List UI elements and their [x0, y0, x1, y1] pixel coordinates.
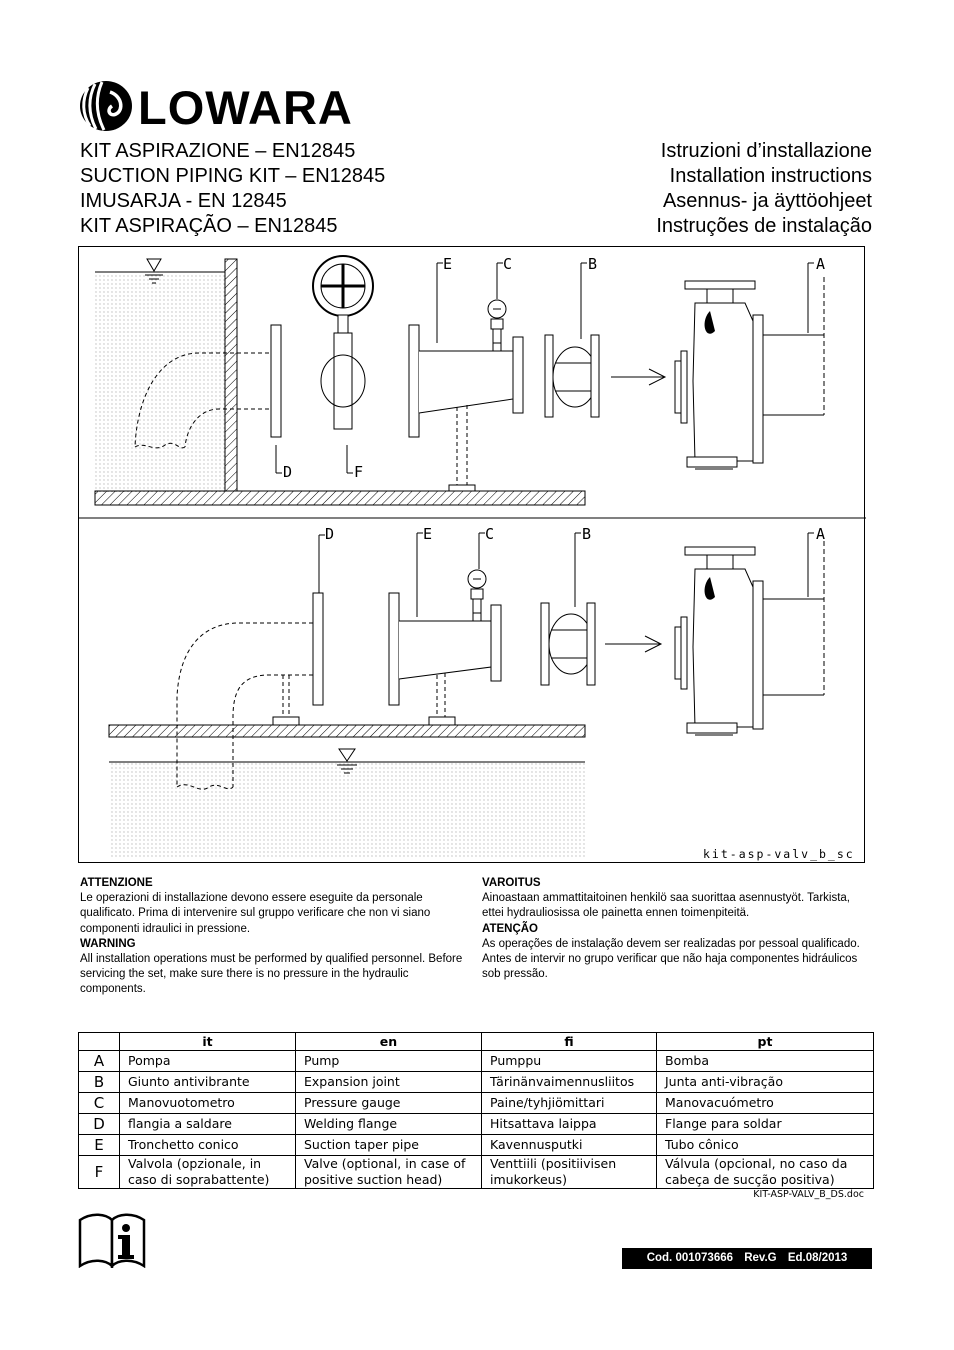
fig-bottom-label-d: D: [325, 525, 335, 543]
title-it: KIT ASPIRAZIONE – EN12845: [80, 140, 356, 162]
legend-en: Suction taper pipe: [296, 1135, 482, 1156]
legend-row: [79, 1093, 874, 1114]
legend-en: Welding flange: [296, 1114, 482, 1135]
legend-en: Pressure gauge: [296, 1093, 482, 1114]
legend-row: [79, 1156, 874, 1189]
legend-pt: Manovacuómetro: [657, 1093, 874, 1114]
title-en: SUCTION PIPING KIT – EN12845: [80, 165, 386, 187]
subtitle-en: Installation instructions: [669, 165, 872, 187]
legend-pt: Válvula (opcional, no caso da cabeça de sucção positiva): [657, 1156, 874, 1189]
legend-header-row: [79, 1033, 874, 1051]
fig-top-label-f: F: [354, 463, 364, 481]
subtitle-it: Istruzioni d’installazione: [660, 140, 872, 162]
legend-fi: Hitsattava laippa: [482, 1114, 657, 1135]
legend-pt: Tubo cônico: [657, 1135, 874, 1156]
legend-row: [79, 1051, 874, 1072]
legend-key: F: [79, 1156, 120, 1189]
legend-row: [79, 1072, 874, 1093]
legend-key: C: [79, 1093, 120, 1114]
note-text-pt: As operações de instalação devem ser realizadas por pessoal qualificado. Antes de intervir no grupo verificar que não haja componentes hidráulicos sob pressão.: [482, 937, 860, 981]
legend-en: Expansion joint: [296, 1072, 482, 1093]
legend-table: [78, 1032, 874, 1189]
subtitle-fi: Asennus- ja äyttöohjeet: [662, 190, 872, 212]
legend-fi: Paine/tyhjiömittari: [482, 1093, 657, 1114]
legend-it: Valvola (opzionale, in caso di soprabattente): [120, 1156, 296, 1189]
manual-info-icon: [78, 1210, 148, 1268]
brand-name: LOWARA: [138, 81, 353, 134]
fig-top-label-a: A: [816, 255, 826, 273]
note-text-en: All installation operations must be performed by qualified personnel. Before servicing the set, make sure there is no pressure in the hydraulic components.: [80, 953, 463, 996]
titles-right: [656, 139, 872, 239]
note-heading-it: ATTENZIONE: [80, 877, 153, 889]
document-filename: KIT-ASP-VALV_B_DS.doc: [753, 1189, 864, 1200]
titles-left: [80, 139, 385, 239]
note-text-fi: Ainoastaan ammattitaitoinen henkilö saa suorittaa asennustyöt. Tarkista, ettei hydrauliosissa ole painetta ennen toimenpiteitä.: [482, 892, 850, 920]
note-heading-en: WARNING: [80, 937, 136, 950]
legend-header-en: en: [296, 1033, 482, 1051]
figure-ref: kit-asp-valv_b_sc: [703, 847, 855, 861]
legend-key: A: [79, 1051, 120, 1072]
legend-key: E: [79, 1135, 120, 1156]
title-pt: KIT ASPIRAÇÃO – EN12845: [80, 215, 338, 237]
note-text-it: Le operazioni di installazione devono essere eseguite da personale qualificato. Prima di intervenire sul gruppo verificare che non vi siano componenti idraulici in pressione.: [80, 892, 431, 935]
legend-it: Giunto antivibrante: [120, 1072, 296, 1093]
legend-pt: Junta anti-vibração: [657, 1072, 874, 1093]
fig-top-label-c: C: [503, 255, 513, 273]
legend-it: Pompa: [120, 1051, 296, 1072]
doc-revision: Rev.G: [744, 1252, 777, 1264]
legend-it: flangia a saldare: [120, 1114, 296, 1135]
legend-header-pt: pt: [657, 1033, 874, 1051]
legend-fi: Tärinänvaimennusliitos: [482, 1072, 657, 1093]
subtitle-pt: Instruções de instalação: [656, 215, 872, 237]
fig-bottom-label-e: E: [423, 525, 433, 543]
legend-en: Pump: [296, 1051, 482, 1072]
lowara-wave-icon: [78, 80, 136, 132]
legend-key: D: [79, 1114, 120, 1135]
title-fi: IMUSARJA - EN 12845: [80, 190, 287, 212]
fig-top-label-e: E: [443, 255, 453, 273]
notes-left: [80, 876, 472, 998]
lowara-logo: [78, 80, 378, 132]
fig-bottom-label-b: B: [582, 525, 592, 543]
legend-en: Valve (optional, in case of positive suction head): [296, 1156, 482, 1189]
legend-header-fi: fi: [482, 1033, 657, 1051]
fig-top-label-d: D: [283, 463, 293, 481]
fig-bottom-label-a: A: [816, 525, 826, 543]
fig-top-label-b: B: [588, 255, 598, 273]
notes-right: [482, 876, 872, 982]
legend-fi: Kavennusputki: [482, 1135, 657, 1156]
doc-edition: Ed.08/2013: [787, 1252, 848, 1264]
legend-pt: Flange para soldar: [657, 1114, 874, 1135]
legend-fi: Pumppu: [482, 1051, 657, 1072]
installation-diagram: [78, 246, 865, 863]
diagram-svg: [79, 247, 866, 864]
note-heading-pt: ATENÇÃO: [482, 922, 539, 935]
note-heading-fi: VAROITUS: [482, 877, 541, 889]
legend-row: [79, 1135, 874, 1156]
legend-it: Tronchetto conico: [120, 1135, 296, 1156]
legend-header-it: it: [120, 1033, 296, 1051]
legend-row: [79, 1114, 874, 1135]
legend-it: Manovuotometro: [120, 1093, 296, 1114]
legend-header-key: [79, 1033, 120, 1051]
document-code-badge: [622, 1248, 872, 1269]
fig-bottom-label-c: C: [485, 525, 495, 543]
legend-key: B: [79, 1072, 120, 1093]
legend-pt: Bomba: [657, 1051, 874, 1072]
legend-fi: Venttiili (positiivisen imukorkeus): [482, 1156, 657, 1189]
doc-code: Cod. 001073666: [646, 1252, 734, 1264]
